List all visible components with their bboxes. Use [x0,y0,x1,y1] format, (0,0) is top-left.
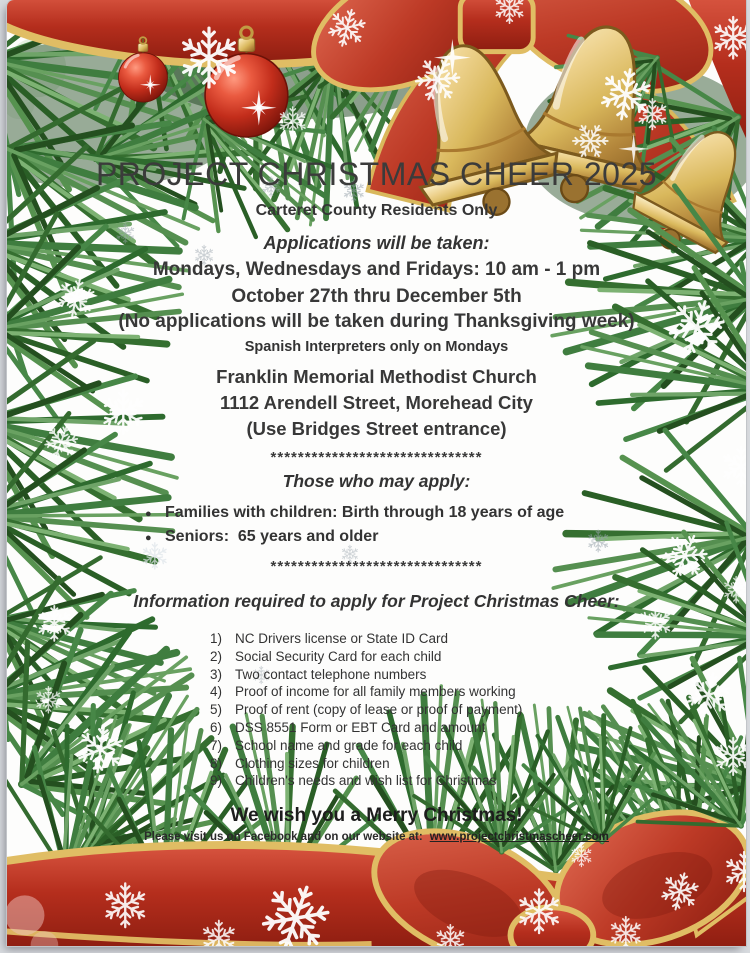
item-text: Social Security Card for each child [235,648,442,664]
item-number: 6) [210,719,223,735]
requirement-item [210,719,726,737]
eligibility-item: ● Families with children: Birth through 18 years of age [165,501,706,525]
website-link[interactable]: www.projectchristmascheer.com [429,831,609,843]
requirement-item [210,683,726,701]
residents-only-note: Carteret County Residents Only [255,202,498,219]
item-number: 7) [210,737,223,753]
applications-heading: Applications will be taken: [263,233,490,253]
closing-message: We wish you a Merry Christmas! [230,805,523,826]
item-text: Proof of rent (copy of lease or proof of payment) [235,702,523,718]
item-text: Two contact telephone numbers [235,666,427,682]
requirements-heading: Information required to apply for Project Christmas Cheer: [133,591,620,611]
item-text: School name and grade for each child [235,737,463,753]
requirement-item [210,701,726,719]
dates-line: October 27th thru December 5th [231,286,522,307]
item-text: DSS 8551 Form or EBT Card and amount [235,719,486,735]
church-name: Franklin Memorial Methodist Church [216,366,537,387]
item-number: 4) [210,684,223,700]
page-title: PROJECT CHRISTMAS CHEER 2025 [95,156,658,192]
item-number: 9) [210,773,223,789]
item-text: Children's needs and wish list for Christmas [235,773,497,789]
flyer-content [7,0,746,946]
item-number: 1) [210,631,223,646]
footer-text: Please visit us on Facebook and on our website at: [144,831,423,843]
item-number: 8) [210,755,223,771]
footer-note [7,831,746,843]
item-number: 5) [210,702,223,718]
item-text: Clothing sizes for children [235,755,390,771]
church-address: 1112 Arendell Street, Morehead City [220,392,533,413]
entrance-note: (Use Bridges Street entrance) [246,418,507,439]
flyer-page [7,0,746,946]
item-number: 3) [210,666,223,682]
church-info [7,364,746,442]
separator-row: ******************************* [270,449,483,466]
eligibility-list [165,501,706,549]
requirement-item [210,648,726,666]
interpreters-note: Spanish Interpreters only on Mondays [244,339,509,355]
requirement-item [210,737,726,755]
thanksgiving-note: (No applications will be taken during Thanksgiving week) [118,311,635,332]
requirement-item [210,666,726,684]
requirement-item [210,755,726,773]
eligibility-item: ● Seniors: 65 years and older [165,525,706,549]
item-text: Proof of income for all family members working [235,684,516,700]
item-text: NC Drivers license or State ID Card [235,631,449,646]
requirements-list [210,630,726,790]
requirement-item [210,630,726,648]
item-number: 2) [210,648,223,664]
schedule-line: Mondays, Wednesdays and Fridays: 10 am - 1 pm [152,259,601,280]
separator-row: ******************************* [270,558,483,575]
requirement-item [210,772,726,790]
eligibility-heading: Those who may apply: [282,471,471,491]
